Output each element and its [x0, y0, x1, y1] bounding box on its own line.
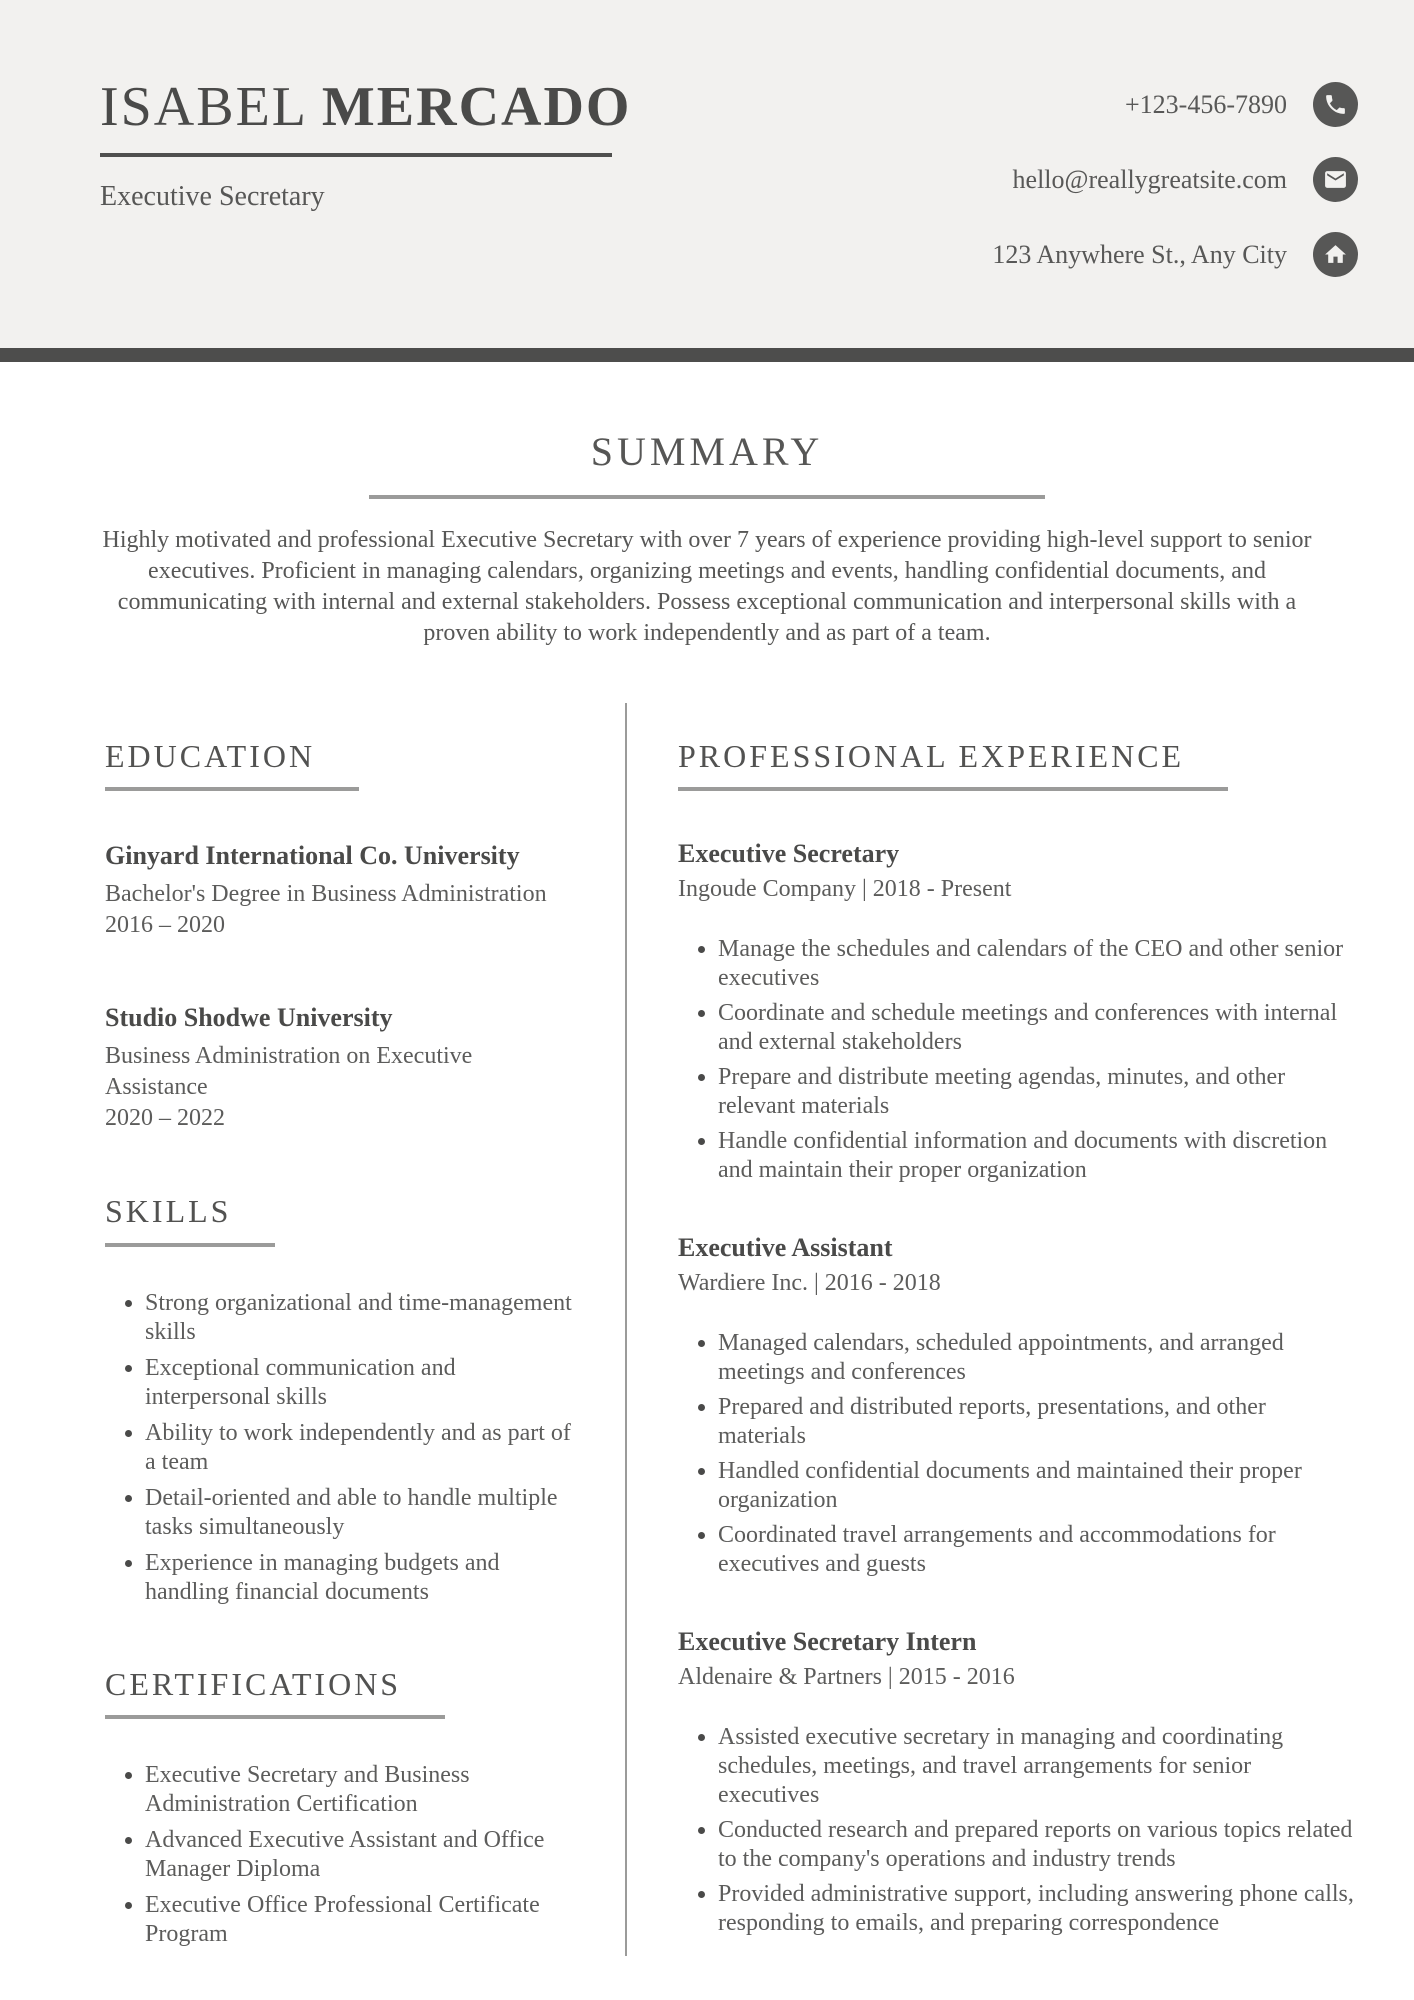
education-heading: EDUCATION: [105, 737, 359, 791]
job-bullet-list: [678, 935, 1358, 1185]
degree-name: Business Administration on Executive Assistance: [105, 1043, 473, 1101]
job-title: Executive Secretary: [678, 839, 900, 869]
contact-row-email: [992, 157, 1358, 202]
experience-heading: PROFESSIONAL EXPERIENCE: [678, 737, 1228, 791]
email-icon: [1313, 157, 1358, 202]
education-dates: 2016 – 2020: [105, 912, 225, 939]
school-name: Studio Shodwe University: [105, 1003, 393, 1033]
job-bullet: • Assisted executive secretary in managing and coordinating schedules, meetings, and travel arrangements for senior executives: [718, 1723, 1358, 1810]
job-bullet: • Provided administrative support, including answering phone calls, responding to emails, and preparing correspondence: [718, 1880, 1358, 1938]
job-entry: [678, 839, 1358, 1185]
summary-heading: SUMMARY: [590, 429, 824, 474]
job-bullet: • Manage the schedules and calendars of the CEO and other senior executives: [718, 935, 1358, 993]
contact-row-address: [992, 232, 1358, 277]
job-company-dates: Aldenaire & Partners | 2015 - 2016: [678, 1664, 1015, 1691]
certifications-heading: CERTIFICATIONS: [105, 1665, 445, 1719]
professional-title: Executive Secretary: [100, 180, 325, 212]
skills-section: [105, 1192, 575, 1606]
education-item: [105, 841, 575, 941]
left-column: [105, 703, 575, 1956]
summary-section: [0, 362, 1414, 649]
header-divider-band: [0, 348, 1414, 362]
experience-section: [678, 737, 1358, 1938]
skill-item: • Exceptional communication and interpersonal skills: [145, 1354, 575, 1412]
skill-item: • Ability to work independently and as part of a team: [145, 1419, 575, 1477]
job-bullet: • Prepare and distribute meeting agendas, minutes, and other relevant materials: [718, 1063, 1358, 1121]
header: [0, 0, 1414, 348]
job-bullet-list: [678, 1329, 1358, 1579]
last-name: MERCADO: [321, 76, 632, 138]
job-bullet: • Handled confidential documents and maintained their proper organization: [718, 1457, 1358, 1515]
job-bullet-list: [678, 1723, 1358, 1938]
job-bullet: • Conducted research and prepared reports on various topics related to the company's operations and industry trends: [718, 1816, 1358, 1874]
first-name: ISABEL: [100, 76, 306, 138]
name-underline: [100, 153, 612, 157]
job-bullet: • Coordinated travel arrangements and accommodations for executives and guests: [718, 1521, 1358, 1579]
job-company-dates: Ingoude Company | 2018 - Present: [678, 876, 1012, 903]
phone-number: +123-456-7890: [1125, 89, 1287, 119]
certification-item: • Executive Secretary and Business Administration Certification: [145, 1761, 575, 1819]
skill-item: • Experience in managing budgets and handling financial documents: [145, 1549, 575, 1607]
job-title: Executive Assistant: [678, 1233, 893, 1263]
email-address: hello@reallygreatsite.com: [1012, 164, 1287, 194]
street-address: 123 Anywhere St., Any City: [992, 239, 1287, 269]
summary-text: Highly motivated and professional Executive Secretary with over 7 years of experience providing high-level support to senior executives. Proficient in managing calendars, organizing meetings and events, handling confidential documents, and communicating with internal and external stakeholders. Possess exceptional communication and interpersonal skills with a proven ability to work independently and as part of a team.: [102, 527, 1312, 646]
skills-list: [105, 1289, 575, 1607]
education-section: [105, 737, 575, 1134]
identity-block: [100, 78, 631, 348]
job-entry: [678, 1627, 1358, 1938]
column-divider: [625, 703, 627, 1956]
skill-item: • Strong organizational and time-management skills: [145, 1289, 575, 1347]
certification-item: • Executive Office Professional Certificate Program: [145, 1891, 575, 1949]
page-title: [100, 78, 631, 137]
skills-heading: SKILLS: [105, 1192, 275, 1246]
right-column: [678, 703, 1358, 1956]
skill-item: • Detail-oriented and able to handle multiple tasks simultaneously: [145, 1484, 575, 1542]
certifications-section: [105, 1665, 575, 1949]
certifications-list: [105, 1761, 575, 1949]
job-bullet: • Coordinate and schedule meetings and conferences with internal and external stakeholders: [718, 999, 1358, 1057]
job-title: Executive Secretary Intern: [678, 1627, 977, 1657]
contact-block: [992, 78, 1358, 348]
contact-row-phone: [992, 82, 1358, 127]
content-columns: [0, 703, 1414, 1956]
home-icon: [1313, 232, 1358, 277]
job-entry: [678, 1233, 1358, 1579]
education-dates: 2020 – 2022: [105, 1105, 225, 1132]
school-name: Ginyard International Co. University: [105, 841, 520, 871]
job-company-dates: Wardiere Inc. | 2016 - 2018: [678, 1270, 941, 1297]
summary-underline: [369, 495, 1045, 499]
job-bullet: • Managed calendars, scheduled appointments, and arranged meetings and conferences: [718, 1329, 1358, 1387]
job-bullet: • Handle confidential information and documents with discretion and maintain their proper organization: [718, 1127, 1358, 1185]
certification-item: • Advanced Executive Assistant and Office Manager Diploma: [145, 1826, 575, 1884]
degree-name: Bachelor's Degree in Business Administration: [105, 881, 547, 908]
education-item: [105, 1003, 575, 1134]
job-bullet: • Prepared and distributed reports, presentations, and other materials: [718, 1393, 1358, 1451]
phone-icon: [1313, 82, 1358, 127]
